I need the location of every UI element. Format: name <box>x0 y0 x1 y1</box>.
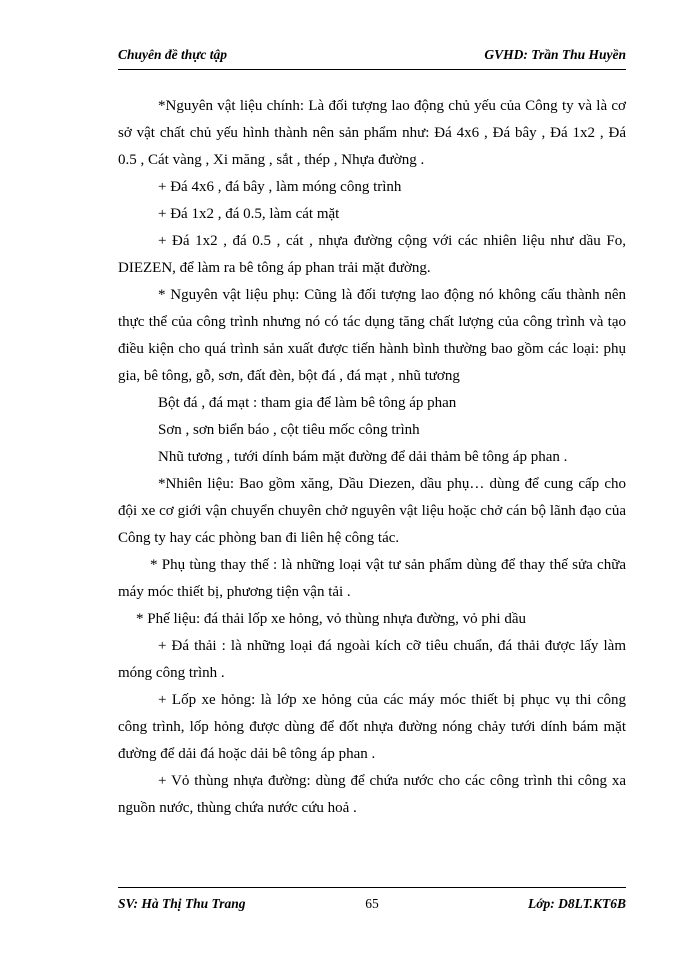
paragraph-broken-tires: + Lốp xe hỏng: là lớp xe hỏng của các máy móc thiết bị phục vụ thi công công trình, lốp hỏng được dùng để đốt nhựa đường nóng chảy tưới dính bám mặt đường để dải đá hoặc dải bê tông áp phan . <box>118 692 626 762</box>
paragraph-stone-1x2: + Đá 1x2 , đá 0.5, làm cát mặt <box>158 206 340 222</box>
header-document-type: Chuyên đề thực tập <box>118 47 227 62</box>
paragraph-asphalt-mix: + Đá 1x2 , đá 0.5 , cát , nhựa đường cộng với các nhiên liệu như dầu Fo, DIEZEN, để làm ra bê tông áp phan trải mặt đường. <box>118 233 626 276</box>
header-supervisor: GVHD: Trần Thu Huyền <box>484 47 626 62</box>
paragraph-emulsion: Nhũ tương , tưới dính bám mặt đường để dải thảm bê tông áp phan . <box>158 449 568 465</box>
paragraph-stone-4x6: + Đá 4x6 , đá bây , làm móng công trình <box>158 179 402 195</box>
page-footer <box>118 887 626 918</box>
paragraph-main-materials: *Nguyên vật liệu chính: Là đối tượng lao động chủ yếu của Công ty và là cơ sở vật chất chủ yếu hình thành nên sản phẩm như: Đá 4x6 , Đá bây , Đá 1x2 , Đá 0.5 , Cát vàng , Xi măng , sắt , thép , Nhựa đường . <box>118 98 626 168</box>
paragraph-asphalt-drums: + Vỏ thùng nhựa đường: dùng để chứa nước cho các công trình thi công xa nguồn nước, thùng chứa nước cứu hoả . <box>118 773 626 816</box>
paragraph-spare-parts: * Phụ tùng thay thế : là những loại vật tư sản phẩm dùng để thay thế sửa chữa máy móc thiết bị, phương tiện vận tải . <box>118 557 626 600</box>
footer-student: SV: Hà Thị Thu Trang <box>118 896 246 911</box>
page-number: 65 <box>365 896 379 911</box>
paragraph-stone-dust: Bột đá , đá mạt : tham gia để làm bê tông áp phan <box>158 395 457 411</box>
footer-class: Lớp: D8LT.KT6B <box>527 896 626 911</box>
paragraph-scrap: * Phế liệu: đá thải lốp xe hỏng, vỏ thùng nhựa đường, vỏ phi dầu <box>136 611 526 627</box>
document-body <box>118 93 626 822</box>
paragraph-auxiliary-materials: * Nguyên vật liệu phụ: Cũng là đối tượng lao động nó không cấu thành nên thực thể của công trình nhưng nó có tác dụng tăng chất lượng của công trình và tạo điều kiện cho quá trình sản xuất được tiến hành bình thường bao gồm các loại: phụ gia, bê tông, gỗ, sơn, đất đèn, bột đá , đá mạt , nhũ tương <box>118 287 626 384</box>
paragraph-waste-stone: + Đá thải : là những loại đá ngoài kích cỡ tiêu chuẩn, đá thải được lấy làm móng công trình . <box>118 638 626 681</box>
paragraph-fuel: *Nhiên liệu: Bao gồm xăng, Dầu Diezen, dầu phụ… dùng để cung cấp cho đội xe cơ giới vận chuyển chuyên chở nguyên vật liệu hoặc chở cán bộ lãnh đạo của Công ty hay các phòng ban đi liên hệ công tác. <box>118 476 626 546</box>
paragraph-paint: Sơn , sơn biển báo , cột tiêu mốc công trình <box>158 422 420 438</box>
page-header <box>118 47 626 70</box>
